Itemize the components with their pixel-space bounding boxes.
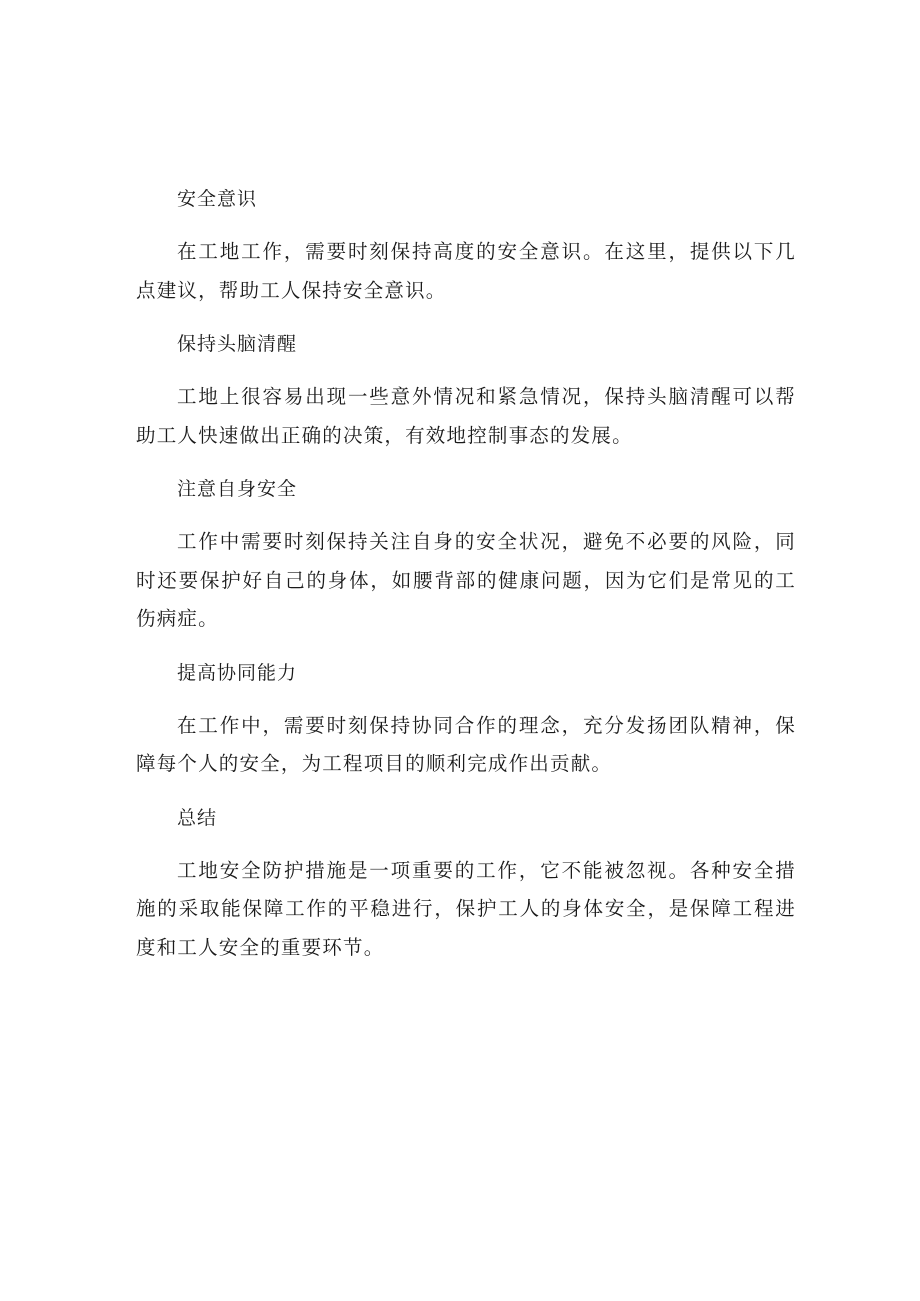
- section-body-summary: 工地安全防护措施是一项重要的工作，它不能被忽视。各种安全措施的采取能保障工作的平稳进行，保护工人的身体安全，是保障工程进度和工人安全的重要环节。: [136, 858, 796, 959]
- section-body-teamwork: 在工作中，需要时刻保持协同合作的理念，充分发扬团队精神，保障每个人的安全，为工程项目的顺利完成作出贡献。: [136, 713, 796, 775]
- section-body-stay-clear-headed: 工地上很容易出现一些意外情况和紧急情况，保持头脑清醒可以帮助工人快速做出正确的决策，有效地控制事态的发展。: [136, 385, 796, 447]
- section-body-safety-awareness: 在工地工作，需要时刻保持高度的安全意识。在这里，提供以下几点建议，帮助工人保持安全意识。: [136, 240, 796, 302]
- section-heading-personal-safety: 注意自身安全: [177, 478, 298, 500]
- section-heading-teamwork: 提高协同能力: [177, 661, 298, 684]
- section-body-personal-safety: 工作中需要时刻保持关注自身的安全状况，避免不必要的风险，同时还要保护好自己的身体，如腰背部的健康问题，因为它们是常见的工伤病症。: [136, 530, 796, 630]
- section-heading-stay-clear-headed: 保持头脑清醒: [177, 333, 298, 355]
- document-content: [136, 182, 796, 984]
- section-heading-summary: 总结: [177, 806, 218, 829]
- section-heading-safety-awareness: 安全意识: [177, 188, 258, 210]
